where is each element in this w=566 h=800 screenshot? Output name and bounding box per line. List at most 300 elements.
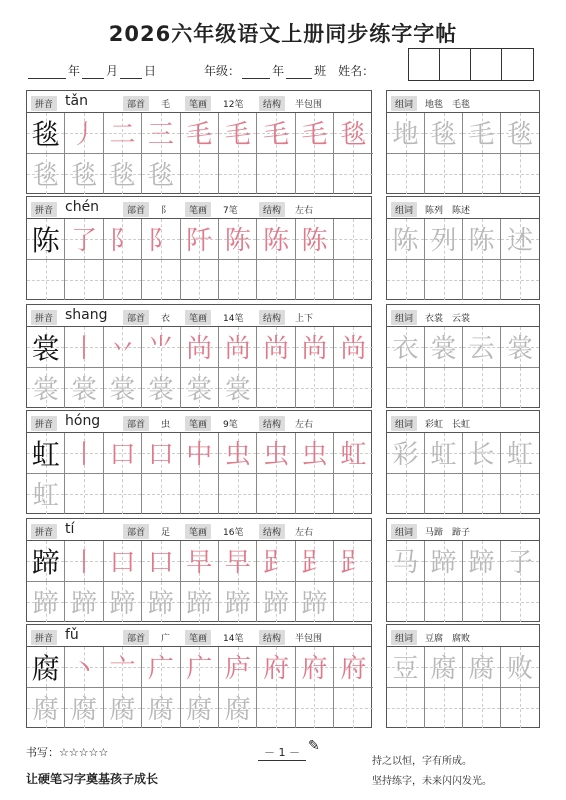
practice-cell[interactable] [142,688,180,729]
structure-tag: 结构 [259,202,285,217]
word-header [387,519,539,541]
words-value: 马蹄 蹄子 [425,528,471,538]
structure-value: 左右 [295,420,314,430]
character-header [27,197,371,219]
practice-cell[interactable] [296,113,334,154]
practice-cell[interactable] [219,433,257,474]
word-block-0 [386,90,540,194]
practice-cell[interactable] [257,433,295,474]
practice-cell[interactable] [181,647,219,688]
stroke-step [257,113,294,153]
practice-cell[interactable] [65,647,103,688]
practice-cell[interactable] [181,582,219,623]
practice-cell[interactable] [104,219,142,260]
word-cell[interactable] [387,219,425,260]
word-cell[interactable] [501,474,539,515]
name-box[interactable] [440,49,471,80]
practice-cell[interactable] [334,688,372,729]
practice-cell[interactable] [65,688,103,729]
practice-cell[interactable] [334,368,372,409]
trace-character: 蹄 [224,589,251,620]
strokes-tag: 笔画 [185,96,211,111]
stroke-step [257,327,294,367]
trace-character: 蹄 [147,589,174,620]
practice-cell[interactable] [296,688,334,729]
stroke-step [257,647,294,687]
practice-cell[interactable] [104,474,142,515]
pinyin-tag: 拼音 [31,202,57,217]
stroke-step [181,541,218,581]
trace-character: 毯 [32,161,59,192]
stroke-step [296,433,333,473]
practice-cell[interactable] [181,541,219,582]
stroke-step-glyph: 阝 [147,226,174,257]
word-cell[interactable] [387,433,425,474]
stroke-step-glyph: 毛 [224,120,251,151]
practice-cell[interactable] [181,219,219,260]
practice-cell[interactable] [334,113,372,154]
practice-cell[interactable] [27,113,65,154]
practice-cell[interactable] [334,647,372,688]
word-trace-character: 虹 [430,440,457,471]
practice-cell[interactable] [65,474,103,515]
word-cell[interactable] [501,647,539,688]
practice-cell[interactable] [27,433,65,474]
practice-cell[interactable] [142,647,180,688]
word-cell[interactable] [463,368,501,409]
practice-cell[interactable] [104,154,142,195]
word-trace-character: 蹄 [430,548,457,579]
practice-cell[interactable] [334,474,372,515]
practice-cell[interactable] [142,113,180,154]
practice-cell[interactable] [296,474,334,515]
radical-tag: 部首 [123,416,149,431]
word-cell[interactable] [501,541,539,582]
name-boxes[interactable] [408,48,534,81]
radical-tag: 部首 [123,524,149,539]
practice-cell[interactable] [219,582,257,623]
practice-cell[interactable] [142,433,180,474]
practice-cell[interactable] [104,541,142,582]
word-cell[interactable] [387,474,425,515]
practice-cell[interactable] [219,113,257,154]
word-cell[interactable] [425,541,463,582]
practice-cell[interactable] [219,474,257,515]
stroke-step [181,113,218,153]
practice-cell[interactable] [181,688,219,729]
word-cell[interactable] [463,474,501,515]
stroke-step [142,113,179,153]
words-value: 彩虹 长虹 [425,420,471,430]
word-trace-character: 列 [430,226,457,257]
word-cell[interactable] [501,433,539,474]
word-trace-character: 腐 [468,654,495,685]
trace-character: 裳 [32,375,59,406]
stroke-step [142,433,179,473]
practice-cell[interactable] [219,260,257,301]
word-trace-character: 毯 [506,120,533,151]
strokes-value: 14笔 [223,634,244,644]
practice-cell[interactable] [219,541,257,582]
word-trace-character: 裳 [430,334,457,365]
word-trace-character: 马 [392,548,419,579]
word-cell[interactable] [387,647,425,688]
practice-cell[interactable] [27,368,65,409]
word-trace-character: 子 [506,548,533,579]
practice-cell[interactable] [257,368,295,409]
word-header [387,197,539,219]
practice-cell[interactable] [142,327,180,368]
stroke-step-glyph: 尚 [263,334,290,365]
practice-cell[interactable] [65,113,103,154]
radical-value: 毛 [161,100,171,110]
stroke-step [219,647,256,687]
stroke-step-glyph: 尚 [186,334,213,365]
practice-cell[interactable] [296,582,334,623]
practice-cell[interactable] [257,219,295,260]
practice-cell[interactable] [296,260,334,301]
name-box[interactable] [502,49,533,80]
word-cell[interactable] [387,327,425,368]
practice-cell[interactable] [65,154,103,195]
practice-cell[interactable] [219,368,257,409]
stroke-step [104,219,141,259]
word-trace-character: 蹄 [468,548,495,579]
stroke-step-glyph: ⺌ [147,334,174,365]
pinyin-value: chén [65,199,100,215]
stroke-step [219,433,256,473]
radical-tag: 部首 [123,630,149,645]
word-cell[interactable] [501,260,539,301]
practice-cell[interactable] [27,582,65,623]
practice-cell[interactable] [257,260,295,301]
grade-blank[interactable] [242,66,270,79]
practice-cell[interactable] [334,582,372,623]
writing-rating: 书写：☆☆☆☆☆ [26,746,109,759]
word-cell[interactable] [463,260,501,301]
practice-cell[interactable] [104,582,142,623]
stroke-step [65,541,102,581]
trace-character: 蹄 [301,589,328,620]
class-label: 班 [314,64,327,78]
practice-cell[interactable] [296,541,334,582]
name-box[interactable] [471,49,502,80]
practice-cell[interactable] [104,368,142,409]
radical-value: 广 [161,634,171,644]
word-cell[interactable] [463,154,501,195]
strokes-tag: 笔画 [185,524,211,539]
practice-cell[interactable] [104,647,142,688]
stroke-step [296,647,333,687]
word-cell[interactable] [425,154,463,195]
word-trace-character: 败 [506,654,533,685]
practice-cell[interactable] [257,582,295,623]
stroke-step-glyph: 早 [186,548,213,579]
practice-cell[interactable] [65,219,103,260]
word-cell[interactable] [425,582,463,623]
word-cell[interactable] [463,688,501,729]
stroke-step-glyph: 尚 [340,334,367,365]
stroke-step-glyph: 虫 [224,440,251,471]
word-cell[interactable] [463,113,501,154]
practice-cell[interactable] [219,219,257,260]
word-cell[interactable] [425,433,463,474]
strokes-value: 7笔 [223,206,238,216]
class-blank[interactable] [286,66,312,79]
word-cell[interactable] [425,113,463,154]
practice-cell[interactable] [334,433,372,474]
stroke-step-glyph: 尚 [224,334,251,365]
stroke-step-glyph: 口 [147,548,174,579]
word-cell[interactable] [501,113,539,154]
word-cell[interactable] [425,474,463,515]
stroke-step-glyph: 口 [147,440,174,471]
stroke-step-glyph: 陈 [224,226,251,257]
stroke-step [104,647,141,687]
stroke-step-glyph: 陈 [263,226,290,257]
stroke-step-glyph: 府 [301,654,328,685]
practice-cell[interactable] [257,113,295,154]
word-cell[interactable] [463,327,501,368]
practice-cell[interactable] [181,433,219,474]
practice-cell[interactable] [296,219,334,260]
stroke-step [334,327,372,367]
day-blank[interactable] [120,66,142,79]
stroke-step-glyph: 三 [147,120,174,151]
word-cell[interactable] [387,368,425,409]
practice-cell[interactable] [296,154,334,195]
word-cell[interactable] [501,154,539,195]
word-cell[interactable] [463,219,501,260]
word-trace-character: 衣 [392,334,419,365]
stroke-step [219,113,256,153]
model-character: 蹄 [31,545,60,579]
month-blank[interactable] [82,66,104,79]
radical-value: 虫 [161,420,171,430]
word-trace-character: 述 [506,226,533,257]
practice-cell[interactable] [257,541,295,582]
stroke-step [257,219,294,259]
trace-character: 毯 [71,161,98,192]
stroke-step [219,219,256,259]
stroke-step-glyph: 口 [109,440,136,471]
practice-cell[interactable] [27,327,65,368]
word-trace-character: 地 [392,120,419,151]
practice-cell[interactable] [181,260,219,301]
character-block-4 [26,518,372,622]
practice-cell[interactable] [296,368,334,409]
word-block-4 [386,518,540,622]
practice-cell[interactable] [142,582,180,623]
words-tag: 组词 [391,96,417,111]
practice-cell[interactable] [181,154,219,195]
stroke-step-glyph: 口 [109,548,136,579]
year-blank[interactable] [28,66,66,79]
radical-value: 衣 [161,314,171,324]
practice-cell[interactable] [142,219,180,260]
practice-cell[interactable] [296,327,334,368]
practice-cell[interactable] [219,647,257,688]
pinyin-value: tǎn [65,93,88,109]
radical-tag: 部首 [123,310,149,325]
word-header [387,411,539,433]
word-cell[interactable] [387,260,425,301]
pinyin-tag: 拼音 [31,310,57,325]
practice-cell[interactable] [27,260,65,301]
stroke-step [296,219,333,259]
stroke-step-glyph: 𧾷 [263,548,290,579]
practice-cell[interactable] [219,327,257,368]
practice-cell[interactable] [104,113,142,154]
page-title: 2026六年级语文上册同步练字字帖 [108,22,458,46]
practice-cell[interactable] [296,433,334,474]
word-cell[interactable] [425,327,463,368]
practice-cell[interactable] [27,541,65,582]
word-trace-character: 毯 [430,120,457,151]
word-cell[interactable] [501,582,539,623]
practice-cell[interactable] [142,154,180,195]
trace-character: 蹄 [32,589,59,620]
trace-character: 毯 [147,161,174,192]
word-block-1 [386,196,540,300]
word-cell[interactable] [387,154,425,195]
stroke-step-glyph: 丶 [71,654,98,685]
practice-cell[interactable] [142,260,180,301]
word-cell[interactable] [501,327,539,368]
page-number: － 1 － [258,744,306,761]
stroke-step-glyph: 中 [186,440,213,471]
word-cell[interactable] [463,582,501,623]
practice-cell[interactable] [257,688,295,729]
word-cell[interactable] [387,688,425,729]
word-cell[interactable] [463,433,501,474]
pen-icon: ✎ [308,738,320,754]
practice-cell[interactable] [181,474,219,515]
word-cell[interactable] [501,688,539,729]
practice-cell[interactable] [65,541,103,582]
practice-cell[interactable] [257,474,295,515]
stroke-step-glyph: 广 [147,654,174,685]
practice-cell[interactable] [334,219,372,260]
word-cell[interactable] [425,219,463,260]
stroke-step-glyph: 虫 [263,440,290,471]
stroke-step [334,541,372,581]
words-value: 衣裳 云裳 [425,314,471,324]
practice-cell[interactable] [181,113,219,154]
practice-cell[interactable] [181,368,219,409]
character-header [27,411,371,433]
practice-cell[interactable] [334,260,372,301]
trace-character: 裳 [147,375,174,406]
practice-cell[interactable] [27,474,65,515]
practice-cell[interactable] [27,688,65,729]
trace-character: 裳 [224,375,251,406]
practice-cell[interactable] [65,368,103,409]
strokes-tag: 笔画 [185,630,211,645]
practice-cell[interactable] [219,154,257,195]
trace-character: 蹄 [186,589,213,620]
trace-character: 蹄 [109,589,136,620]
word-cell[interactable] [425,260,463,301]
practice-cell[interactable] [104,433,142,474]
practice-cell[interactable] [65,582,103,623]
practice-cell[interactable] [334,154,372,195]
word-cell[interactable] [387,582,425,623]
word-cell[interactable] [501,219,539,260]
practice-cell[interactable] [65,433,103,474]
word-cell[interactable] [387,113,425,154]
stroke-step-glyph: 丨 [71,334,98,365]
practice-cell[interactable] [181,327,219,368]
stroke-step [219,327,256,367]
word-cell[interactable] [501,368,539,409]
name-box[interactable] [409,49,440,80]
word-header [387,91,539,113]
stroke-step-glyph: 亠 [109,654,136,685]
words-value: 豆腐 腐败 [425,634,471,644]
word-trace-character: 虹 [506,440,533,471]
practice-cell[interactable] [65,260,103,301]
practice-cell[interactable] [27,154,65,195]
stroke-step [104,433,141,473]
stroke-step-glyph: 毛 [301,120,328,151]
stroke-step-glyph: 毛 [186,120,213,151]
stroke-step-glyph: 庐 [224,654,251,685]
practice-cell[interactable] [296,647,334,688]
practice-cell[interactable] [257,154,295,195]
word-cell[interactable] [463,647,501,688]
strokes-tag: 笔画 [185,310,211,325]
practice-cell[interactable] [219,688,257,729]
model-character: 虹 [31,437,60,471]
practice-cell[interactable] [104,260,142,301]
practice-cell[interactable] [104,688,142,729]
stroke-step [65,647,102,687]
word-cell[interactable] [463,541,501,582]
structure-value: 半包围 [295,634,323,644]
practice-cell[interactable] [257,327,295,368]
stroke-step-glyph: 毯 [340,120,367,151]
practice-cell[interactable] [142,474,180,515]
stroke-step [65,219,102,259]
practice-cell[interactable] [142,541,180,582]
word-cell[interactable] [425,647,463,688]
practice-cell[interactable] [65,327,103,368]
pinyin-value: tí [65,521,75,537]
structure-tag: 结构 [259,630,285,645]
pinyin-tag: 拼音 [31,416,57,431]
stroke-step-glyph: 陈 [301,226,328,257]
practice-cell[interactable] [257,647,295,688]
practice-cell[interactable] [104,327,142,368]
word-block-5 [386,624,540,728]
practice-cell[interactable] [27,219,65,260]
stroke-step [65,433,102,473]
word-cell[interactable] [425,688,463,729]
practice-cell[interactable] [142,368,180,409]
trace-character: 腐 [32,695,59,726]
word-cell[interactable] [387,541,425,582]
stroke-step [181,327,218,367]
practice-cell[interactable] [27,647,65,688]
practice-cell[interactable] [334,541,372,582]
word-cell[interactable] [425,368,463,409]
stroke-step [257,433,294,473]
word-trace-character: 豆 [392,654,419,685]
stroke-step-glyph: 广 [186,654,213,685]
practice-cell[interactable] [334,327,372,368]
stroke-step [334,647,372,687]
